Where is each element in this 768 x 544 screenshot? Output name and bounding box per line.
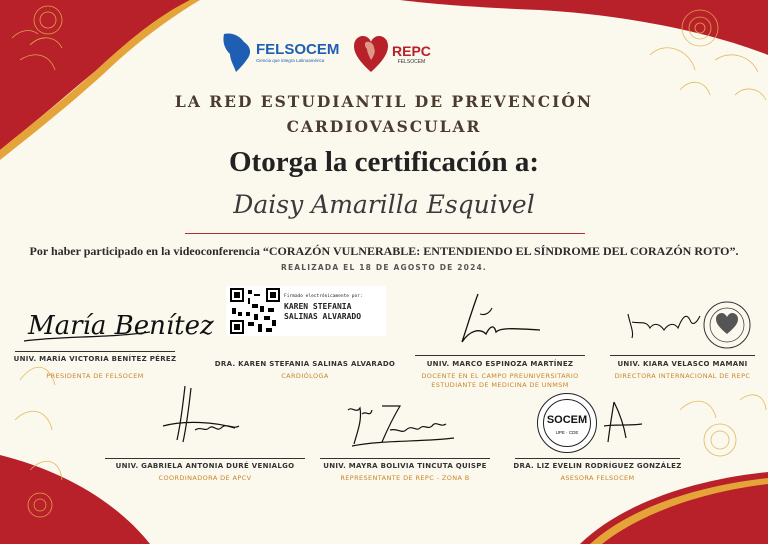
signatory-role: REPRESENTANTE DE REPC - ZONA B	[340, 474, 470, 482]
signatory-name: UNIV. GABRIELA ANTONIA DURÉ VENIALGO	[115, 462, 295, 470]
felsocem-logo	[218, 32, 339, 72]
signatory-role: DIRECTORA INTERNACIONAL DE REPC	[614, 372, 751, 380]
felsocem-name: FELSOCEM	[256, 41, 340, 58]
signature-line	[515, 458, 680, 459]
title-line-2: CARDIOVASCULAR	[286, 117, 482, 136]
signature-maria-benitez	[20, 296, 214, 351]
signatory-name: UNIV. KIARA VELASCO MAMANI	[617, 360, 748, 368]
repc-name: REPC	[392, 43, 431, 59]
socem-stamp	[537, 393, 597, 453]
red-band-top-right	[400, 0, 768, 55]
signature-liz-rodriguez	[598, 398, 648, 448]
signatory-role: COORDINADORA DE APCV	[158, 474, 252, 482]
award-text: Otorga la certificación a:	[228, 146, 540, 178]
participation-text: Por haber participado en la videoconferencia “CORAZÓN VULNERABLE: ENTENDIENDO EL SÍNDROME DEL CORAZÓN ROTO”.	[29, 244, 739, 258]
signatory-name: DRA. KAREN STEFANIA SALINAS ALVARADO	[214, 360, 396, 368]
signatory-name: DRA. LIZ EVELIN RODRÍGUEZ GONZÁLEZ	[513, 462, 682, 470]
signatory-role: CARDIÓLOGA	[281, 372, 329, 380]
signature-text: María Benítez	[28, 311, 214, 341]
heart-map-icon	[352, 34, 390, 74]
signatory-name: UNIV. MAYRA BOLIVIA TINCUTA QUISPE	[323, 462, 487, 470]
signatory-role: ASESORA FELSOCEM	[560, 474, 635, 482]
recipient-name: Daisy Amarilla Esquivel	[233, 190, 535, 219]
title-line-1: LA RED ESTUDIANTIL DE PREVENCIÓN	[174, 92, 594, 111]
qr-caption: Firmado electrónicamente por:	[284, 294, 363, 299]
signature-marco-espinoza	[440, 290, 550, 350]
repc-logo	[352, 34, 431, 74]
recipient-underline	[185, 233, 585, 234]
repc-tagline: FELSOCEM	[397, 59, 426, 65]
event-date: REALIZADA EL 18 DE AGOSTO DE 2024.	[280, 263, 487, 272]
signature-line	[105, 458, 305, 459]
signature-gabriela-dure	[155, 382, 265, 447]
latin-america-map-icon	[218, 32, 254, 72]
signatory-role-line-1: DOCENTE EN EL CAMPO PREUNIVERSITARIO	[421, 372, 579, 380]
qr-signer-line2: SALINAS ALVARADO	[284, 312, 362, 321]
signature-kiara-velasco	[620, 302, 710, 347]
stamp-text: SOCEM	[546, 414, 588, 426]
stamp-subtext: UPE · CDE	[555, 430, 579, 435]
qr-signer-line1: KAREN STEFANIA	[284, 302, 352, 311]
signature-line	[610, 355, 755, 356]
signatory-name: UNIV. MARÍA VICTORIA BENÍTEZ PÉREZ	[13, 355, 177, 363]
felsocem-tagline: Ciencia que integra Latinoamérica	[256, 58, 325, 63]
signature-line	[15, 351, 175, 352]
signature-mayra-tincuta	[342, 400, 462, 455]
repc-stamp-icon	[702, 300, 752, 350]
signatory-role-line-2: ESTUDIANTE DE MEDICINA DE UNMSM	[431, 381, 569, 389]
floral-ornament-bottom-right	[680, 395, 766, 456]
signatory-role: PRESIDENTA DE FELSOCEM	[46, 372, 144, 380]
signatory-name: UNIV. MARCO ESPINOZA MARTÍNEZ	[426, 360, 574, 368]
signature-line	[415, 355, 585, 356]
signature-line	[320, 458, 490, 459]
electronic-signature-box	[226, 286, 386, 336]
qr-code	[230, 288, 280, 334]
